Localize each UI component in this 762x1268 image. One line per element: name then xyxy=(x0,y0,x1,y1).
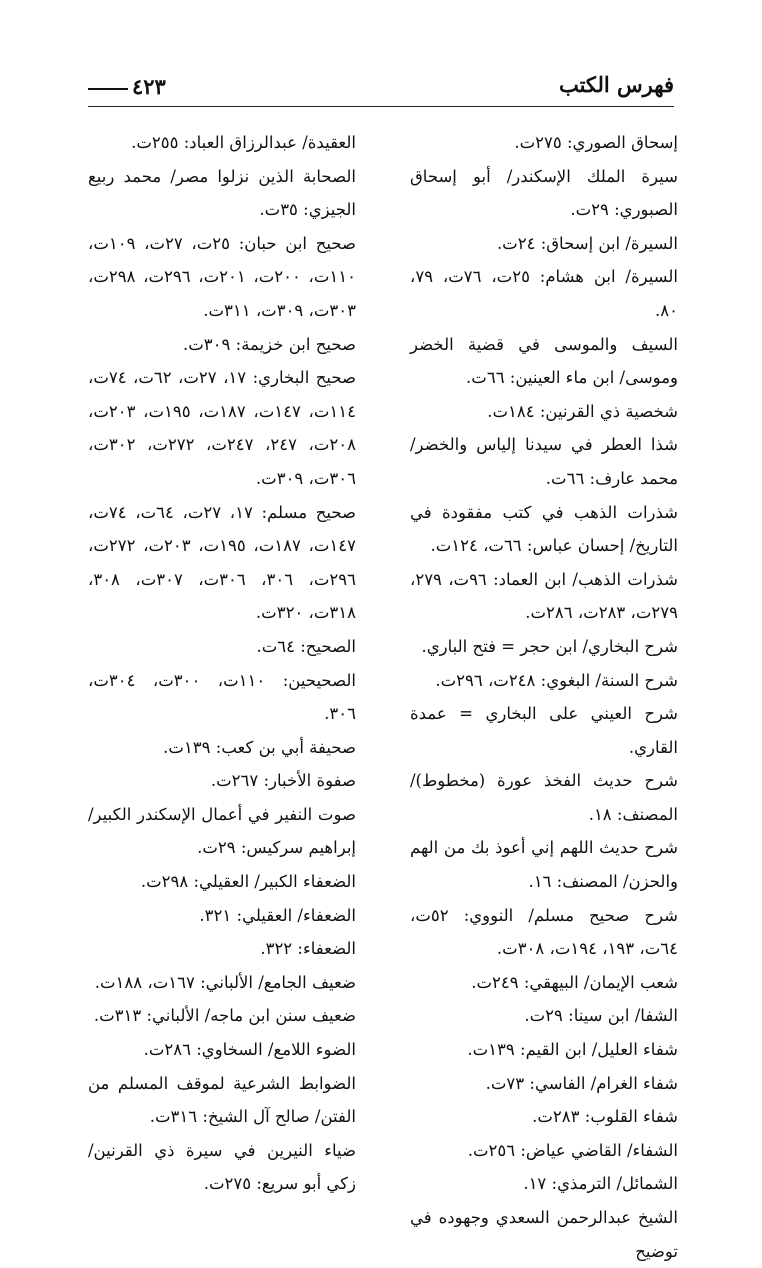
page-number-rule xyxy=(88,88,128,90)
index-entry: الصحيحين: ١١٠ت، ٣٠٠ت، ٣٠٤ت، ٣٠٦. xyxy=(88,670,357,724)
index-entry: شرح حديث اللهم إني أعوذ بك من الهم والحزن/ المصنف: ١٦. xyxy=(410,838,678,892)
index-entry: شفاء القلوب: ٢٨٣ت. xyxy=(532,1107,678,1127)
index-entry: الضعفاء الكبير/ العقيلي: ٢٩٨ت. xyxy=(140,872,356,892)
index-entry: صحيفة أبي بن كعب: ١٣٩ت. xyxy=(163,737,356,757)
page-header xyxy=(88,70,674,106)
index-entry: ضعيف الجامع/ الألباني: ١٦٧ت، ١٨٨ت. xyxy=(94,972,356,992)
index-entry: ضياء النيرين في سيرة ذي القرنين/ زكي أبو سريع: ٢٧٥ت. xyxy=(88,1140,356,1194)
index-entry: السيف والموسى في قضية الخضر وموسى/ ابن ماء العينين: ٦٦ت. xyxy=(410,334,678,388)
index-entry: الضعفاء: ٣٢٢. xyxy=(260,939,356,959)
index-entry: شذرات الذهب في كتب مفقودة في التاريخ/ إحسان عباس: ٦٦ت، ١٢٤ت. xyxy=(410,502,678,556)
index-column-left xyxy=(88,126,356,1201)
index-entry: شرح العيني على البخاري = عمدة القاري. xyxy=(410,704,678,757)
page-number: ٤٢٣ xyxy=(132,74,166,99)
index-entry: شرح البخاري/ ابن حجر = فتح الباري. xyxy=(421,636,678,656)
index-entry: الشفا/ ابن سينا: ٢٩ت. xyxy=(524,1006,678,1026)
index-entry: شذرات الذهب/ ابن العماد: ٩٦ت، ٢٧٩، ٢٧٩ت، ٢٨٣ت، ٢٨٦ت. xyxy=(410,569,678,623)
index-entry: الشفاء/ القاضي عياض: ٢٥٦ت. xyxy=(467,1140,678,1160)
index-entry: سيرة الملك الإسكندر/ أبو إسحاق الصبوري: ٢٩ت. xyxy=(410,166,678,220)
index-entry: الضوء اللامع/ السخاوي: ٢٨٦ت. xyxy=(143,1040,356,1060)
index-entry: شرح صحيح مسلم/ النووي: ٥٢ت، ٦٤ت، ١٩٣، ١٩٤ت، ٣٠٨ت. xyxy=(410,905,678,959)
index-entry: ضعيف سنن ابن ماجه/ الألباني: ٣١٣ت. xyxy=(93,1006,356,1026)
index-entry: شذا العطر في سيدنا إلياس والخضر/ محمد عارف: ٦٦ت. xyxy=(410,435,678,488)
index-entry: الشمائل/ الترمذي: ١٧. xyxy=(523,1174,678,1194)
index-entry: صوت النفير في أعمال الإسكندر الكبير/ إبراهيم سركيس: ٢٩ت. xyxy=(88,804,356,858)
index-entry: إسحاق الصوري: ٢٧٥ت. xyxy=(514,133,678,152)
index-entry: السيرة/ ابن إسحاق: ٢٤ت. xyxy=(496,233,678,253)
index-entry: شخصية ذي القرنين: ١٨٤ت. xyxy=(487,401,678,421)
index-entry: شفاء الغرام/ الفاسي: ٧٣ت. xyxy=(485,1073,678,1093)
index-entry: شعب الإيمان/ البيهقي: ٢٤٩ت. xyxy=(471,972,678,992)
index-entry: العقيدة/ عبدالرزاق العباد: ٢٥٥ت. xyxy=(131,133,356,152)
index-entry: الصحابة الذين نزلوا مصر/ محمد ربيع الجيزي: ٣٥ت. xyxy=(88,166,356,220)
index-entry: الصحيح: ٦٤ت. xyxy=(256,636,356,656)
index-entry: الضعفاء/ العقيلي: ٣٢١. xyxy=(199,905,356,925)
index-entry: شفاء العليل/ ابن القيم: ١٣٩ت. xyxy=(467,1040,678,1060)
index-column-right xyxy=(410,126,678,1268)
index-entry: صحيح البخاري: ١٧، ٢٧ت، ٦٢ت، ٧٤ت، ١١٤ت، ١٤٧ت، ١٨٧ت، ١٩٥ت، ٢٠٣ت، ٢٠٨ت، ٢٤٧، ٢٤٧ت، ٢٧٢ت، ٣٠٢ت، ٣٠٦ت، ٣٠٩ت. xyxy=(88,368,357,488)
index-entry: صحيح ابن خزيمة: ٣٠٩ت. xyxy=(183,334,356,354)
index-entry: صفوة الأخبار: ٢٦٧ت. xyxy=(210,771,356,791)
index-entry: صحيح ابن حبان: ٢٥ت، ٢٧ت، ١٠٩ت، ١١٠ت، ٢٠٠ت، ٢٠١ت، ٢٩٦ت، ٢٩٨ت، ٣٠٣ت، ٣٠٩ت، ٣١١ت. xyxy=(88,233,357,320)
running-title: فهرس الكتب xyxy=(558,72,674,97)
index-entry: السيرة/ ابن هشام: ٢٥ت، ٧٦ت، ٧٩، ٨٠. xyxy=(410,267,679,320)
page-number-group xyxy=(88,76,208,100)
index-entry: الضوابط الشرعية لموقف المسلم من الفتن/ صالح آل الشيخ: ٣١٦ت. xyxy=(88,1073,356,1127)
index-entry: شرح السنة/ البغوي: ٢٤٨ت، ٢٩٦ت. xyxy=(435,670,678,690)
header-divider xyxy=(88,106,674,107)
index-entry: صحيح مسلم: ١٧، ٢٧ت، ٦٤ت، ٧٤ت، ١٤٧ت، ١٨٧ت، ١٩٥ت، ٢٠٣ت، ٢٧٢ت، ٢٩٦ت، ٣٠٦، ٣٠٦ت، ٣٠٧ت، ٣٠٨، ٣١٨ت، ٣٢٠ت. xyxy=(88,502,357,623)
index-entry: الشيخ عبدالرحمن السعدي وجهوده في توضيح xyxy=(410,1208,678,1261)
index-entry: شرح حديث الفخذ عورة (مخطوط)/ المصنف: ١٨. xyxy=(410,771,678,824)
